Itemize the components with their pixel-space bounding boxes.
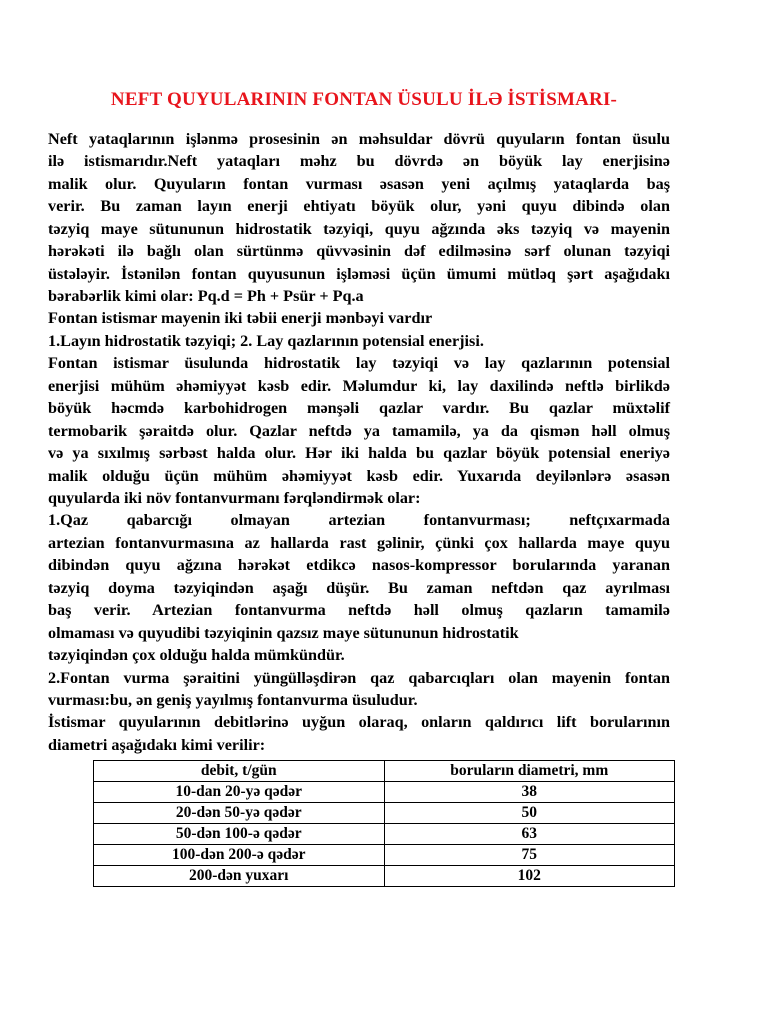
text-line: Neft yataqlarının işlənmə prosesinin ən məhsuldar dövrü quyuların fontan üsulu xyxy=(48,130,670,148)
text-line: olmaması və quyudibi təzyiqinin qazsız maye sütununun hidrostatik xyxy=(48,624,519,642)
text-line: təzyiqindən çox olduğu halda mümkündür. xyxy=(48,646,345,664)
text-line: enerjisi mühüm əhəmiyyət kəsb edir. Məlumdur ki, lay daxilində neftlə birlikdə xyxy=(48,377,670,395)
text-line: artezian fontanvurmasına az hallarda rast gəlinir, çünki çox hallarda maye quyu xyxy=(48,534,670,552)
table-row xyxy=(94,782,675,803)
text-line: Fontan istismar üsulunda hidrostatik lay təzyiqi və lay qazlarının potensial xyxy=(48,354,670,372)
column-header-diameter: boruların diametri, mm xyxy=(384,761,675,782)
text-line: termobarik şəraitdə olur. Qazlar neftdə ya tamamilə, ya da qismən həll olmuş xyxy=(48,422,670,440)
text-line: baş verir. Artezian fontanvurma neftdə həll olmuş qazların tamamilə xyxy=(48,601,670,619)
text-line: təzyiq doyma təzyiqindən aşağı düşür. Bu zaman neftdən qaz ayrılması xyxy=(48,579,670,597)
text-line: təzyiq maye sütununun hidrostatik təzyiqi, quyu ağzında əks təzyiq və mayenin xyxy=(48,220,670,238)
table-cell: 100-dən 200-ə qədər xyxy=(94,845,385,866)
text-line: vurması:bu, ən geniş yayılmış fontanvurma üsuludur. xyxy=(48,691,418,709)
table-cell: 50-dən 100-ə qədər xyxy=(94,824,385,845)
table-cell: 75 xyxy=(384,845,675,866)
text-line: malik olduğu üçün mühüm əhəmiyyət kəsb edir. Yuxarıda deyilənlərə əsasən xyxy=(48,467,670,485)
table-row xyxy=(94,803,675,824)
table-row xyxy=(94,824,675,845)
table-row xyxy=(94,866,675,887)
table-cell: 10-dan 20-yə qədər xyxy=(94,782,385,803)
table-cell: 38 xyxy=(384,782,675,803)
text-line: malik olur. Quyuların fontan vurması əsasən yeni açılmış yataqlarda baş xyxy=(48,175,670,193)
text-line: verir. Bu zaman layın enerji ehtiyatı böyük olur, yəni quyu dibində olan xyxy=(48,197,670,215)
table-row xyxy=(94,845,675,866)
text-line: hərəkəti ilə bağlı olan sürtünmə qüvvəsinin dəf edilməsinə sərf olunan təzyiqi xyxy=(48,242,670,260)
text-line: 1.Qaz qabarcığı olmayan artezian fontanvurması; neftçıxarmada xyxy=(48,511,670,529)
text-line: İstismar quyularının debitlərinə uyğun olaraq, onların qaldırıcı lift borularının xyxy=(48,713,670,731)
text-line: üstələyir. İstənilən fontan quyusunun işləməsi üçün ümumi mütləq şərt aşağıdakı xyxy=(48,265,670,283)
table-cell: 63 xyxy=(384,824,675,845)
text-line: diametri aşağıdakı kimi verilir: xyxy=(48,736,266,754)
table-cell: 200-dən yuxarı xyxy=(94,866,385,887)
text-line: 1.Layın hidrostatik təzyiqi; 2. Lay qazlarının potensial enerjisi. xyxy=(48,332,484,350)
text-line: 2.Fontan vurma şəraitini yüngülləşdirən qaz qabarcıqları olan mayenin fontan xyxy=(48,669,670,687)
text-line: ilə istismarıdır.Neft yataqları məhz bu dövrdə ən böyük lay enerjisinə xyxy=(48,152,670,170)
debit-diameter-table xyxy=(93,760,675,887)
document-title: NEFT QUYULARININ FONTAN ÜSULU İLƏ İSTİSMARI- xyxy=(110,89,618,110)
text-line: dibindən quyu ağzına hərəkət etdikcə nasos-kompressor borularında yaranan xyxy=(48,556,670,574)
text-line: quyularda iki növ fontanvurmanı fərqləndirmək olar: xyxy=(48,489,421,507)
table-cell: 20-dən 50-yə qədər xyxy=(94,803,385,824)
table-header-row xyxy=(94,761,675,782)
text-line: bərabərlik kimi olar: Pq.d = Ph + Psür + Pq.a xyxy=(48,287,364,305)
table-cell: 50 xyxy=(384,803,675,824)
text-line: Fontan istismar mayenin iki təbii enerji mənbəyi vardır xyxy=(48,309,433,327)
text-line: və ya sıxılmış sərbəst halda olur. Hər iki halda bu qazlar böyük potensial eneriyə xyxy=(48,444,670,462)
table-cell: 102 xyxy=(384,866,675,887)
text-line: böyük həcmdə karbohidrogen mənşəli qazlar vardır. Bu qazlar müxtəlif xyxy=(48,399,670,417)
column-header-debit: debit, t/gün xyxy=(94,761,385,782)
